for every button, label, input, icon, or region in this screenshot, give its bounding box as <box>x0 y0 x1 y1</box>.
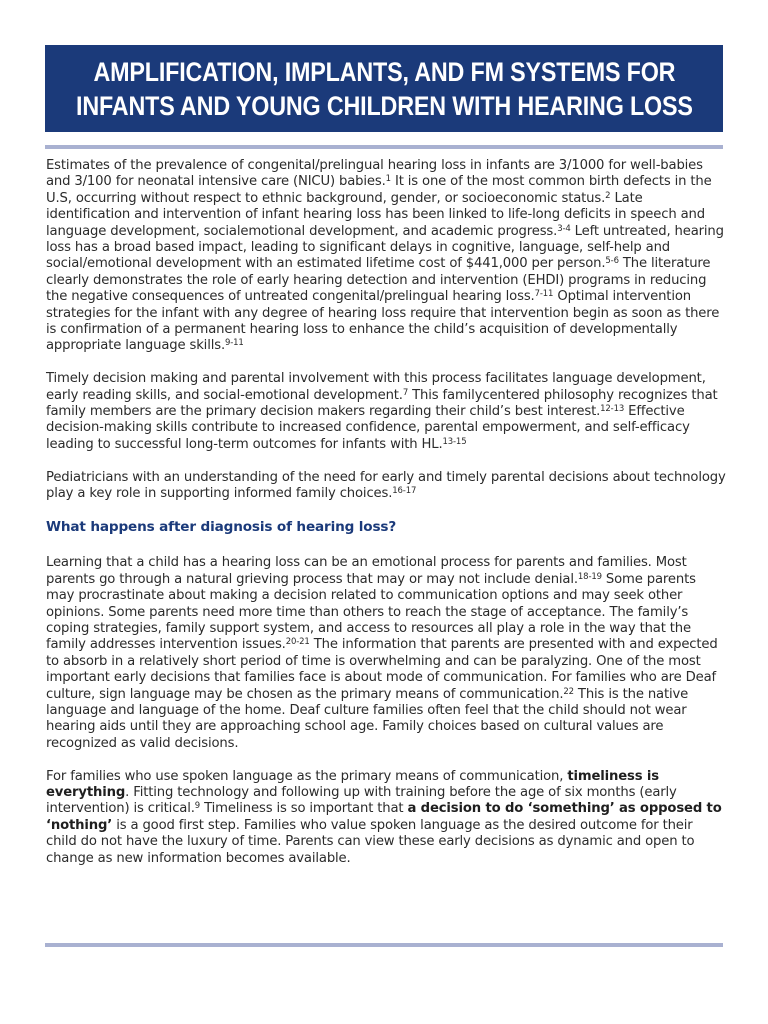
citation-ref: 22 <box>563 686 574 697</box>
paragraph-prevalence <box>46 158 726 355</box>
text-span: The information that parents are presented with and expected to absorb in a relatively short period of time is overwhelming and can be paralyzing. One of the most important early decisions that families face is about mode of communication. For families who are Deaf culture, sign language may be chosen as the primary means of communication. <box>46 637 718 702</box>
citation-ref: 1 <box>385 174 391 185</box>
citation-ref: 18-19 <box>577 571 602 582</box>
text-span: Pediatricians with an understanding of the need for early and timely parental decisions about technology play a key role in supporting informed family choices. <box>46 469 726 502</box>
bold-emphasis: a decision to do ‘something’ as opposed to ‘nothing’ <box>46 801 722 833</box>
text-span: Timely decision making and parental involvement with this process facilitates language development, early reading skills, and social-emotional development. <box>46 371 706 403</box>
text-span: Effective decision-making skills contribute to increased confidence, parental empowerment, and self-efficacy leading to successful long-term outcomes for infants with HL. <box>46 404 690 452</box>
top-divider <box>45 145 723 149</box>
section-heading: What happens after diagnosis of hearing loss? <box>46 518 397 535</box>
citation-ref: 3-4 <box>557 223 571 234</box>
text-span: Learning that a child has a hearing loss can be an emotional process for parents and families. Most parents go through a natural grieving process that may or may not include denial. <box>46 555 687 587</box>
citation-ref: 5-6 <box>605 256 619 267</box>
text-span: . Fitting technology and following up with training before the age of six months (early intervention) is critical. <box>46 784 677 817</box>
text-span: This is the native language and language of the home. Deaf culture families often feel that the child should not wear hearing aids until they are approaching school age. Family choices based on cultural values are recognized as valid decisions. <box>46 686 689 751</box>
text-span: This familycentered philosophy recognizes that family members are the primary decision makers regarding their child’s best interest. <box>46 387 718 420</box>
citation-ref: 13-15 <box>442 436 467 447</box>
text-span: For families who use spoken language as the primary means of communication, <box>46 768 568 784</box>
text-span: Optimal intervention strategies for the infant with any degree of hearing loss require that intervention begin as soon as there is confirmation of a permanent hearing loss to enhance the child’s acquisition of developmentally appropriate language skills. <box>46 289 720 354</box>
paragraph-after-diagnosis <box>46 555 726 752</box>
document-title <box>76 55 693 123</box>
text-span: Late identification and intervention of infant hearing loss has been linked to life-long deficits in speech and language development, socialemotional development, and academic progress. <box>46 190 705 239</box>
paragraph-pediatricians <box>46 470 726 503</box>
paragraph-timely-decision <box>46 371 726 453</box>
text-span: Estimates of the prevalence of congenital/prelingual hearing loss in infants are 3/1000 for well-babies and 3/100 for neonatal intensive care (NICU) babies. <box>46 158 703 190</box>
citation-ref: 9 <box>194 801 201 812</box>
text-span: It is one of the most common birth defects in the U.S, occurring without respect to ethnic background, gender, or socioeconomic status. <box>46 174 712 206</box>
text-span: The literature clearly demonstrates the role of early hearing detection and intervention (EHDI) programs in reducing the negative consequences of untreated congenital/prelingual hearing loss. <box>46 256 711 305</box>
article-body <box>46 158 726 883</box>
bold-emphasis: timeliness is everything <box>46 768 659 800</box>
bottom-divider <box>45 943 723 947</box>
title-line-1: AMPLIFICATION, IMPLANTS, AND FM SYSTEMS FOR <box>93 56 675 87</box>
citation-ref: 20-21 <box>285 637 310 648</box>
title-line-2: INFANTS AND YOUNG CHILDREN WITH HEARING LOSS <box>75 90 693 121</box>
text-span: Timeliness is so important that <box>200 801 408 817</box>
citation-ref: 16-17 <box>392 486 417 497</box>
citation-ref: 12-13 <box>600 404 625 415</box>
text-span: Some parents may procrastinate about making a decision related to communication options and may seek other opinions. Some parents need more time than others to reach the stage of acceptance. The family’s coping strategies, family support system, and access to resources all play a role in the way that the family addresses intervention issues. <box>46 571 696 653</box>
paragraph-spoken-language <box>46 769 726 867</box>
citation-ref: 7 <box>402 387 409 398</box>
citation-ref: 9-11 <box>225 338 244 349</box>
citation-ref: 7-11 <box>534 289 554 300</box>
text-span: is a good first step. Families who value spoken language as the desired outcome for their child do not have the luxury of time. Parents can view these early decisions as dynamic and open to change as new information becomes available. <box>46 817 695 866</box>
text-span: Left untreated, hearing loss has a broad based impact, leading to significant delays in cognitive, language, self-help and social/emotional development with an estimated lifetime cost of $441,000 per person. <box>46 223 724 272</box>
citation-ref: 2 <box>605 190 611 201</box>
title-banner <box>45 45 723 132</box>
